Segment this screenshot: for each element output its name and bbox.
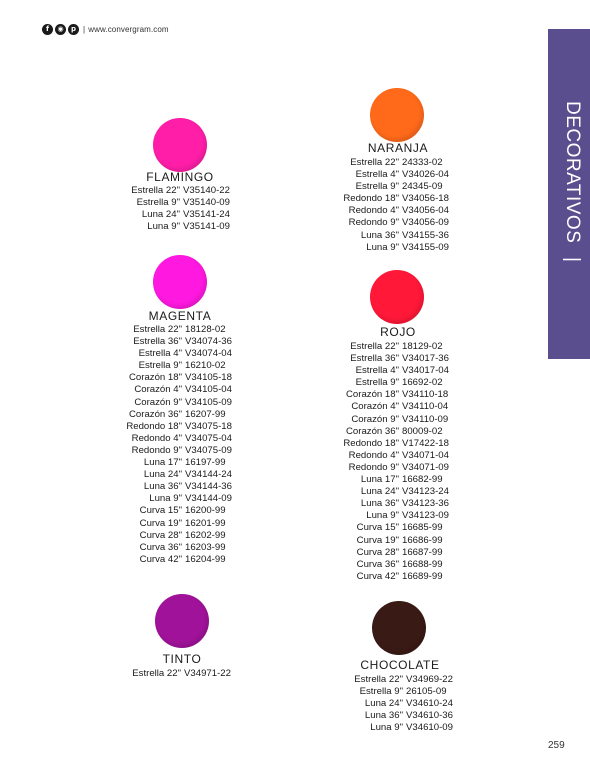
balloon-size: Corazón 4" — [134, 384, 182, 396]
naranja-code-row — [340, 193, 449, 205]
balloon-size: Curva 36" — [139, 541, 182, 553]
product-code: 16686-99 — [402, 534, 443, 546]
product-code: 16688-99 — [402, 558, 443, 570]
magenta-code-row — [124, 348, 232, 360]
product-code: V34105-18 — [185, 372, 232, 384]
balloon-size: Estrella 9" — [355, 377, 399, 389]
balloon-size: Luna 17" — [143, 457, 182, 469]
product-code: V34123-24 — [402, 486, 449, 498]
product-code: 16202-99 — [185, 529, 226, 541]
product-code: V34123-36 — [402, 498, 449, 510]
balloon-size: Redondo 4" — [348, 205, 399, 217]
flamingo-code-row — [130, 185, 230, 197]
balloon-size: Redondo 4" — [131, 432, 182, 444]
balloon-size: Luna 36" — [360, 498, 399, 510]
balloon-size: Luna 24" — [360, 486, 399, 498]
naranja-code-row — [340, 157, 449, 169]
product-code: V34144-09 — [185, 493, 232, 505]
balloon-size: Redondo 18" — [126, 420, 182, 432]
product-code: V34610-36 — [406, 710, 453, 722]
magenta-code-row — [124, 360, 232, 372]
naranja-code-row — [340, 205, 449, 217]
product-code: 16207-99 — [185, 408, 226, 420]
product-code: V34074-36 — [185, 336, 232, 348]
flamingo-code-row — [130, 197, 230, 209]
rojo-code-row — [340, 474, 449, 486]
product-code: 16689-99 — [402, 570, 443, 582]
magenta-code-row — [124, 554, 232, 566]
balloon-size: Estrella 4" — [138, 348, 182, 360]
balloon-size: Luna 9" — [370, 722, 403, 734]
magenta-code-row — [124, 505, 232, 517]
product-code: V35140-09 — [183, 197, 230, 209]
chocolate-swatch — [372, 601, 426, 655]
product-code: V34056-18 — [402, 193, 449, 205]
rojo-code-row — [340, 547, 449, 559]
magenta-code-row — [124, 433, 232, 445]
balloon-size: Corazón 9" — [351, 413, 399, 425]
product-code: V34144-24 — [185, 469, 232, 481]
naranja-swatch — [370, 88, 424, 142]
rojo-code-row — [340, 510, 449, 522]
rojo-code-row — [340, 498, 449, 510]
page-header — [42, 22, 169, 36]
rojo-code-row — [340, 353, 449, 365]
chocolate-name: CHOCOLATE — [360, 658, 440, 672]
balloon-size: Estrella 22" — [133, 324, 182, 335]
rojo-code-row — [340, 535, 449, 547]
naranja-code-row — [340, 217, 449, 229]
magenta-code-row — [124, 397, 232, 409]
product-code: 16201-99 — [185, 517, 226, 529]
product-code: 16204-99 — [185, 553, 226, 565]
rojo-name: ROJO — [380, 325, 416, 339]
product-code: V34071-09 — [402, 461, 449, 473]
flamingo-name: FLAMINGO — [146, 170, 214, 184]
product-code: V34026-04 — [402, 169, 449, 181]
balloon-size: Curva 28" — [356, 546, 399, 558]
balloon-size: Luna 36" — [143, 481, 182, 493]
rojo-code-row — [340, 365, 449, 377]
balloon-size: Luna 36" — [360, 229, 399, 241]
product-code: 16687-99 — [402, 546, 443, 558]
magenta-codes — [124, 324, 232, 566]
magenta-name: MAGENTA — [148, 309, 212, 323]
flamingo-swatch — [153, 118, 207, 172]
rojo-codes — [340, 341, 449, 583]
product-code: V34610-24 — [406, 698, 453, 710]
product-code: 16210-02 — [185, 360, 226, 372]
flamingo-codes — [130, 185, 230, 233]
magenta-code-row — [124, 469, 232, 481]
page-number: 259 — [548, 740, 565, 751]
rojo-code-row — [340, 414, 449, 426]
product-code: V34971-22 — [184, 668, 231, 679]
chocolate-codes — [344, 674, 453, 734]
balloon-size: Corazón 18" — [128, 372, 182, 384]
category-sidebar — [548, 29, 590, 359]
product-code: 16197-99 — [185, 457, 226, 469]
product-code: V34123-09 — [402, 510, 449, 522]
flamingo-code-row — [130, 221, 230, 233]
product-code: V34074-04 — [185, 348, 232, 360]
product-code: V35140-22 — [183, 185, 230, 196]
tinto-name: TINTO — [162, 652, 202, 666]
product-code: V34056-09 — [402, 217, 449, 229]
product-code: 18128-02 — [185, 324, 226, 335]
balloon-size: Curva 42" — [139, 553, 182, 565]
facebook-icon[interactable]: f — [42, 24, 53, 35]
product-code: 16682-99 — [402, 474, 443, 486]
magenta-code-row — [124, 384, 232, 396]
product-code: V34105-04 — [185, 384, 232, 396]
product-code: V34969-22 — [406, 674, 453, 685]
chocolate-code-row — [344, 698, 453, 710]
category-title-bar: | — [562, 257, 583, 263]
magenta-code-row — [124, 457, 232, 469]
rojo-swatch — [370, 270, 424, 324]
chocolate-code-row — [344, 722, 453, 734]
tinto-code-row — [128, 668, 231, 680]
product-code: 24345-09 — [402, 181, 443, 193]
balloon-size: Luna 36" — [364, 710, 403, 722]
product-code: V34075-18 — [185, 420, 232, 432]
balloon-size: Estrella 22" — [131, 185, 180, 196]
magenta-code-row — [124, 530, 232, 542]
product-code: V34075-04 — [185, 432, 232, 444]
product-code: V35141-24 — [183, 209, 230, 221]
balloon-size: Curva 15" — [356, 522, 399, 534]
naranja-codes — [340, 157, 449, 254]
balloon-size: Luna 24" — [141, 209, 180, 221]
product-code: V34075-09 — [185, 444, 232, 456]
balloon-size: Redondo 9" — [131, 444, 182, 456]
balloon-size: Estrella 9" — [136, 197, 180, 209]
balloon-size: Curva 15" — [139, 505, 182, 517]
product-code: 16203-99 — [185, 541, 226, 553]
naranja-code-row — [340, 230, 449, 242]
balloon-size: Corazón 36" — [128, 408, 182, 420]
website-link[interactable]: www.convergram.com — [88, 24, 169, 34]
balloon-size: Estrella 36" — [133, 336, 182, 348]
balloon-size: Luna 9" — [149, 493, 182, 505]
balloon-size: Corazón 36" — [345, 425, 399, 437]
social-icons — [42, 24, 79, 35]
pinterest-icon[interactable]: p — [68, 24, 79, 35]
balloon-size: Luna 9" — [366, 241, 399, 253]
rojo-code-row — [340, 438, 449, 450]
naranja-name: NARANJA — [367, 141, 429, 155]
balloon-size: Luna 9" — [366, 510, 399, 522]
rojo-code-row — [340, 341, 449, 353]
balloon-size: Redondo 9" — [348, 217, 399, 229]
product-code: V34071-04 — [402, 449, 449, 461]
product-code: V34110-18 — [402, 389, 449, 401]
product-code: 16200-99 — [185, 505, 226, 517]
rojo-code-row — [340, 389, 449, 401]
balloon-size: Estrella 36" — [350, 353, 399, 365]
balloon-size: Curva 36" — [356, 558, 399, 570]
balloon-size: Redondo 18" — [343, 437, 399, 449]
magenta-code-row — [124, 372, 232, 384]
rojo-code-row — [340, 486, 449, 498]
magenta-code-row — [124, 542, 232, 554]
product-code: V34110-04 — [402, 401, 449, 413]
balloon-size: Corazón 4" — [351, 401, 399, 413]
product-code: 26105-09 — [406, 686, 447, 698]
magenta-swatch — [153, 255, 207, 309]
balloon-size: Luna 24" — [364, 698, 403, 710]
magenta-code-row — [124, 481, 232, 493]
balloon-size: Estrella 9" — [355, 181, 399, 193]
balloon-size: Estrella 22" — [350, 341, 399, 352]
rojo-code-row — [340, 559, 449, 571]
magenta-code-row — [124, 336, 232, 348]
balloon-size: Estrella 4" — [355, 169, 399, 181]
balloon-size: Curva 19" — [356, 534, 399, 546]
naranja-code-row — [340, 181, 449, 193]
product-code: V34017-04 — [402, 365, 449, 377]
rojo-code-row — [340, 450, 449, 462]
product-code: V34155-09 — [402, 241, 449, 253]
tinto-codes — [128, 668, 231, 680]
balloon-size: Redondo 18" — [343, 193, 399, 205]
category-title — [555, 101, 583, 301]
balloon-size: Estrella 22" — [132, 668, 181, 679]
balloon-size: Luna 24" — [143, 469, 182, 481]
balloon-size: Estrella 22" — [350, 157, 399, 168]
rojo-code-row — [340, 571, 449, 583]
product-code: 24333-02 — [402, 157, 443, 168]
category-title-text: DECORATIVOS — [562, 101, 583, 244]
header-separator: | — [83, 24, 86, 34]
flamingo-code-row — [130, 209, 230, 221]
balloon-size: Redondo 4" — [348, 449, 399, 461]
product-code: V35141-09 — [183, 221, 230, 233]
rojo-code-row — [340, 401, 449, 413]
product-code: V34017-36 — [402, 353, 449, 365]
balloon-size: Estrella 9" — [138, 360, 182, 372]
magenta-code-row — [124, 518, 232, 530]
product-code: 16692-02 — [402, 377, 443, 389]
rojo-code-row — [340, 522, 449, 534]
rojo-code-row — [340, 377, 449, 389]
balloon-size: Curva 28" — [139, 529, 182, 541]
rojo-code-row — [340, 426, 449, 438]
product-code: 80009-02 — [402, 425, 443, 437]
product-code: V34144-36 — [185, 481, 232, 493]
rojo-code-row — [340, 462, 449, 474]
product-code: 16685-99 — [402, 522, 443, 534]
magenta-code-row — [124, 421, 232, 433]
chocolate-code-row — [344, 674, 453, 686]
balloon-size: Estrella 9" — [359, 686, 403, 698]
product-code: V34610-09 — [406, 722, 453, 734]
instagram-icon[interactable]: ◉ — [55, 24, 66, 35]
product-code: V17422-18 — [402, 437, 449, 449]
chocolate-code-row — [344, 710, 453, 722]
product-code: V34056-04 — [402, 205, 449, 217]
balloon-size: Curva 42" — [356, 570, 399, 582]
naranja-code-row — [340, 242, 449, 254]
magenta-code-row — [124, 409, 232, 421]
balloon-size: Estrella 4" — [355, 365, 399, 377]
balloon-size: Redondo 9" — [348, 461, 399, 473]
product-code: V34155-36 — [402, 229, 449, 241]
product-code: 18129-02 — [402, 341, 443, 352]
tinto-swatch — [155, 594, 209, 648]
chocolate-code-row — [344, 686, 453, 698]
naranja-code-row — [340, 169, 449, 181]
balloon-size: Corazón 9" — [134, 396, 182, 408]
balloon-size: Corazón 18" — [345, 389, 399, 401]
balloon-size: Luna 17" — [360, 474, 399, 486]
balloon-size: Estrella 22" — [354, 674, 403, 685]
product-code: V34110-09 — [402, 413, 449, 425]
balloon-size: Luna 9" — [147, 221, 180, 233]
magenta-code-row — [124, 324, 232, 336]
magenta-code-row — [124, 493, 232, 505]
balloon-size: Curva 19" — [139, 517, 182, 529]
magenta-code-row — [124, 445, 232, 457]
product-code: V34105-09 — [185, 396, 232, 408]
